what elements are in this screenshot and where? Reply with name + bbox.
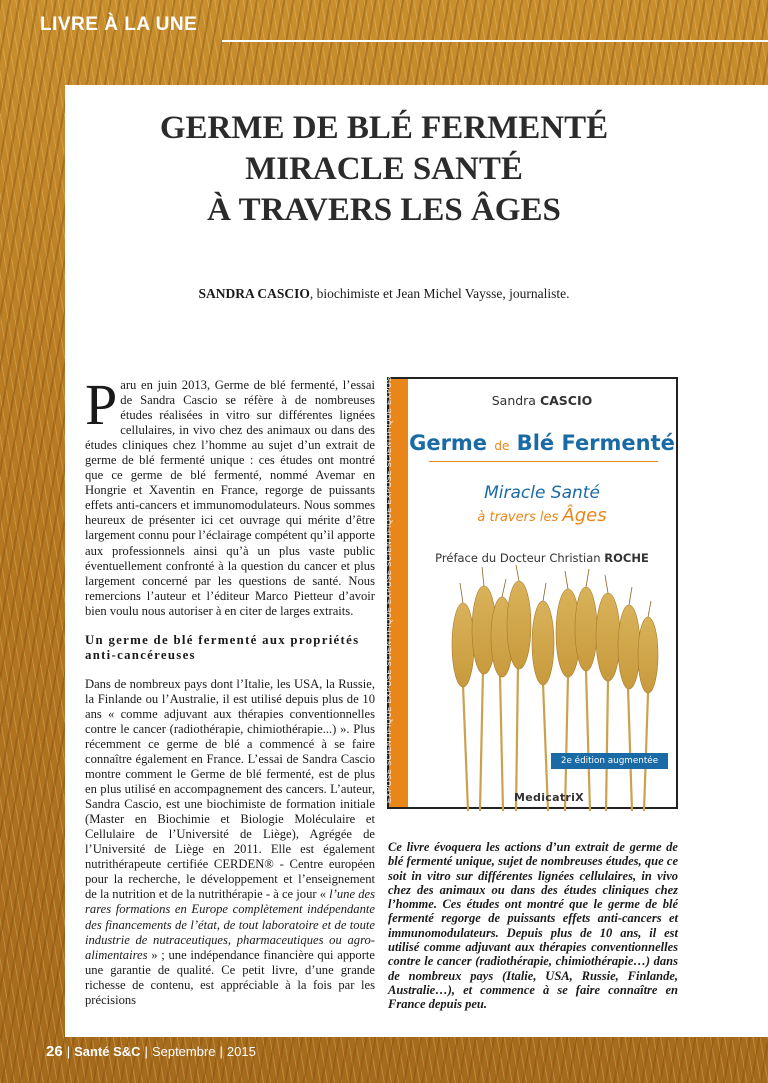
issue-month: Septembre	[151, 1044, 216, 1059]
wheat-illustration	[408, 575, 678, 811]
publisher-logo: MedicatriX	[514, 791, 584, 804]
cover-preface-a: Préface du Docteur Christian	[435, 551, 605, 565]
cover-subtitle-1: Miracle Santé	[484, 483, 600, 503]
intro-paragraph	[85, 372, 376, 619]
magazine-name: Santé S&C	[74, 1044, 141, 1059]
cover-preface-b: ROCHE	[604, 551, 649, 565]
cover-subtitle-2	[408, 505, 676, 526]
section-label: LIVRE À LA UNE	[40, 14, 198, 35]
section-header	[0, 0, 768, 44]
byline-author: SANDRA CASCIO	[198, 286, 310, 301]
header-rule	[222, 40, 768, 42]
title-line-2: MIRACLE SANTÉ	[245, 151, 523, 187]
dropcap: P	[85, 372, 118, 437]
cover-caption: Ce livre évoquera les actions d’un extrait de germe de blé fermenté unique, sujet de nombreuses études, que ce soit in vitro sur différentes lignées cellulaires, in vivo chez des animaux ou dans des études cliniques chez l’homme. Ces études ont montré que le germe de blé fermenté regorge de puissants effets anti-cancers et immunomodulateurs. Depuis plus de 10 ans, il est utilisé comme adjuvant aux thérapies conventionnelles contre le cancer (radiothérapie, chimiothérapie…) dans de nombreux pays (Italie, USA, Russie, Finlande, Australie…), et commence à se faire connaître en France depuis peu.	[388, 840, 678, 1012]
edition-badge: 2e édition augmentée	[551, 753, 668, 769]
book-cover	[384, 308, 678, 809]
page-number: 26	[46, 1043, 63, 1060]
cover-author-last: CASCIO	[539, 393, 593, 408]
cover-subtitle-2b: Âges	[562, 505, 607, 526]
subheading: Un germe de blé fermenté aux propriétés anti-cancéreuses	[85, 632, 360, 662]
cover-preface	[408, 551, 676, 565]
cover-title	[408, 431, 676, 455]
article-title	[0, 108, 768, 231]
intro-text: aru en juin 2013, Germe de blé fermenté, l’essai de Sandra Cascio se réfère à de nombreuses études réalisées in vitro sur différentes lignées cellulaires, in vivo chez des animaux ou dans des études cliniques chez l’homme au sujet d’un extrait de germe de blé fermenté unique : ces études ont montré que ce germe de blé fermenté, nommé Avemar en Hongrie et Xaventin en France, regorge de puissants effets anti-cancers et immunomodulateurs. Nous sommes heureux de présenter ici cet ouvrage qui mérite d’être largement connu pour l’éclairage compétent qu’il apporte aux professionnels ainsi qu’à un plus vaste public éventuellement confronté à la question du cancer et plus largement concerné par les questions de santé. Nous remercions l’auteur et l’éditeur Marco Pietteur d’avoir bien voulu nous autoriser à en citer de larges extraits.	[85, 378, 376, 618]
cover-title-de: de	[494, 439, 510, 453]
spine-text: EXPOSÉ SCIENTIFIQUE EXPOSÉ SCIENTIFIQUE EXPOSÉ SCIENTIFIQUE EXPOSÉ SCIENTIFIQUE EXPOSÉ SCIENTIFIQUE	[384, 308, 393, 803]
cover-rule	[429, 461, 658, 462]
body-text-1: Dans de nombreux pays dont l’Italie, les USA, la Russie, la Finlande ou l’Australie, il est utilisé depuis plus de 10 ans « comme adjuvant aux thérapies conventionnelles contre le cancer (radiothérapie, chimiothérapie...) ». Plus récemment ce germe de blé a commencé à se faire connaître également en France. L’essai de Sandra Cascio montre comment le Germe de blé fermenté, est de plus en plus utilisé en accompagnement des cancers. L’auteur, Sandra Cascio, est une biochimiste de formation initiale (Master en Biochimie et Biologie Moléculaire et Cellulaire de l’Université de Liège), Agrégée de l’Université de Liège en 2011. Elle est également nutrithérapeute certifiée CERDEN® - Centre européen pour la recherche, le développement et l’enseignement de la nutrition et de la nutrithérapie - à ce jour «	[85, 676, 375, 902]
cover-title-b: Blé Fermenté	[509, 431, 675, 455]
cover-subtitle-2a: à travers les	[477, 510, 563, 525]
cover-author-first: Sandra	[491, 393, 540, 408]
body-paragraph	[85, 677, 375, 1008]
body-italic-quote: l’une des rares formations en Europe complètement indépendante des financements de l’état, de tout laboratoire et de toute industrie de nutraceutiques, pharmaceutiques ou agro-alimentaires	[85, 887, 375, 962]
byline	[0, 286, 768, 302]
cover-author	[408, 393, 676, 408]
issue-year: 2015	[226, 1044, 256, 1059]
article-column	[85, 372, 376, 1008]
cover-title-a: Germe	[409, 431, 495, 455]
page-footer: 26 | Santé S&C | Septembre | 2015	[46, 1043, 256, 1060]
body-text-2: » ; une indépendance financière qui apporte une garantie de qualité. Ce petit livre, d’une grande richesse de contenu, est appréciable à la fois par les précisions	[85, 947, 375, 1007]
title-line-1: GERME DE BLÉ FERMENTÉ	[159, 110, 609, 146]
title-line-3: À TRAVERS LES ÂGES	[207, 192, 561, 228]
byline-rest: , biochimiste et Jean Michel Vaysse, journaliste.	[309, 286, 570, 301]
cover-spine	[384, 308, 408, 807]
